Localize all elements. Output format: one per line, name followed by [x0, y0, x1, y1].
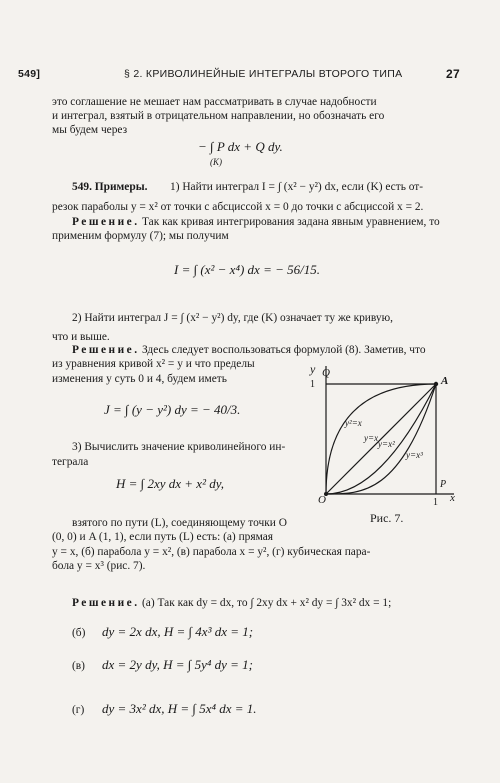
fig-label-O: O — [318, 494, 326, 506]
fig-label-one-y: 1 — [310, 379, 315, 390]
example-1-line-2: резок параболы y = x² от точки с абсциссой x = 0 до точки с абсциссой x = 2. — [52, 201, 424, 213]
solution-label-3: Решение. — [72, 597, 140, 609]
equation-3: H = ∫ 2xy dx + x² dy, — [116, 476, 225, 491]
solution-1-line-1: Так как кривая интегрирования задана явным уравнением, то — [142, 216, 440, 228]
fig-label-y-x2: y=x² — [378, 439, 395, 449]
intro-line-3: мы будем через — [52, 124, 128, 136]
example-3-line-4: (0, 0) и A (1, 1), если путь (L) есть: (а) прямая — [52, 531, 274, 543]
fig-label-y-x3: y=x³ — [406, 450, 423, 460]
example-3-line-6: бола y = x³ (рис. 7). — [52, 560, 146, 572]
case-g-equation: dy = 3x² dx, H = ∫ 5x⁴ dx = 1. — [102, 701, 257, 716]
example-2-line-1: 2) Найти интеграл J = ∫ (x² − y²) dy, где (K) означает ту же кривую, — [72, 312, 393, 324]
intro-line-1: это соглашение не мешает нам рассматривать в случае надобности — [52, 96, 377, 108]
solution-2-line-3: изменения y суть 0 и 4, будем иметь — [52, 373, 227, 385]
page-section-number: 549] — [18, 68, 41, 80]
solution-2-line-1: Здесь следует воспользоваться формулой (8). Заметив, что — [142, 344, 426, 356]
solution-2-line-2: из уравнения кривой x² = y и что пределы — [52, 358, 255, 370]
fig-label-x: x — [450, 492, 455, 504]
point-A — [434, 382, 438, 386]
case-v-label: (в) — [72, 660, 85, 672]
intro-equation: − ∫ P dx + Q dy. — [198, 139, 283, 154]
equation-2: J = ∫ (y − y²) dy = − 40/3. — [104, 402, 241, 417]
equation-1: I = ∫ (x² − x⁴) dx = − 56/15. — [174, 262, 320, 277]
intro-equation-sub: (K) — [210, 157, 222, 167]
fig-label-P: P — [440, 479, 447, 490]
example-3-line-5: y = x, (б) парабола y = x², (в) парабола x = y², (г) кубическая пара- — [52, 546, 371, 558]
case-b-equation: dy = 2x dx, H = ∫ 4x³ dx = 1; — [102, 624, 254, 639]
solution-1-line-2: применим формулу (7); мы получим — [52, 230, 229, 242]
case-v-equation: dx = 2y dy, H = ∫ 5y⁴ dy = 1; — [102, 657, 253, 672]
fig-label-one-x: 1 — [433, 497, 438, 508]
fig-label-y-x: y=x — [364, 433, 379, 443]
example-1-line-1: 1) Найти интеграл I = ∫ (x² − y²) dx, если (K) есть от- — [170, 181, 424, 193]
solution-label-1: Решение. — [72, 216, 140, 228]
example-3-line-3: взятого по пути (L), соединяющему точки O — [72, 517, 287, 529]
case-b-label: (б) — [72, 627, 86, 639]
running-header: § 2. КРИВОЛИНЕЙНЫЕ ИНТЕГРАЛЫ ВТОРОГО ТИПА — [124, 68, 403, 80]
fig-label-A: A — [441, 375, 449, 387]
example-3-line-1: 3) Вычислить значение криволинейного ин- — [72, 441, 286, 453]
example-2-line-2: что и выше. — [52, 331, 110, 343]
fig-label-Q: Q — [322, 367, 330, 379]
fig-label-y: y — [310, 362, 316, 376]
page-number: 27 — [446, 67, 460, 81]
fig-label-y2-x: y²=x — [345, 418, 362, 428]
case-g-label: (г) — [72, 704, 85, 716]
example-3-line-2: теграла — [52, 456, 89, 468]
intro-line-2: и интеграл, взятый в отрицательном направлении, но обозначать его — [52, 110, 385, 122]
figure-7 — [316, 364, 456, 504]
solution-label-2: Решение. — [72, 344, 140, 356]
section-title: 549. Примеры. — [72, 181, 148, 193]
solution-3-line: (а) Так как dy = dx, то ∫ 2xy dx + x² dy = ∫ 3x² dx = 1; — [142, 597, 392, 609]
figure-caption: Рис. 7. — [370, 511, 404, 525]
